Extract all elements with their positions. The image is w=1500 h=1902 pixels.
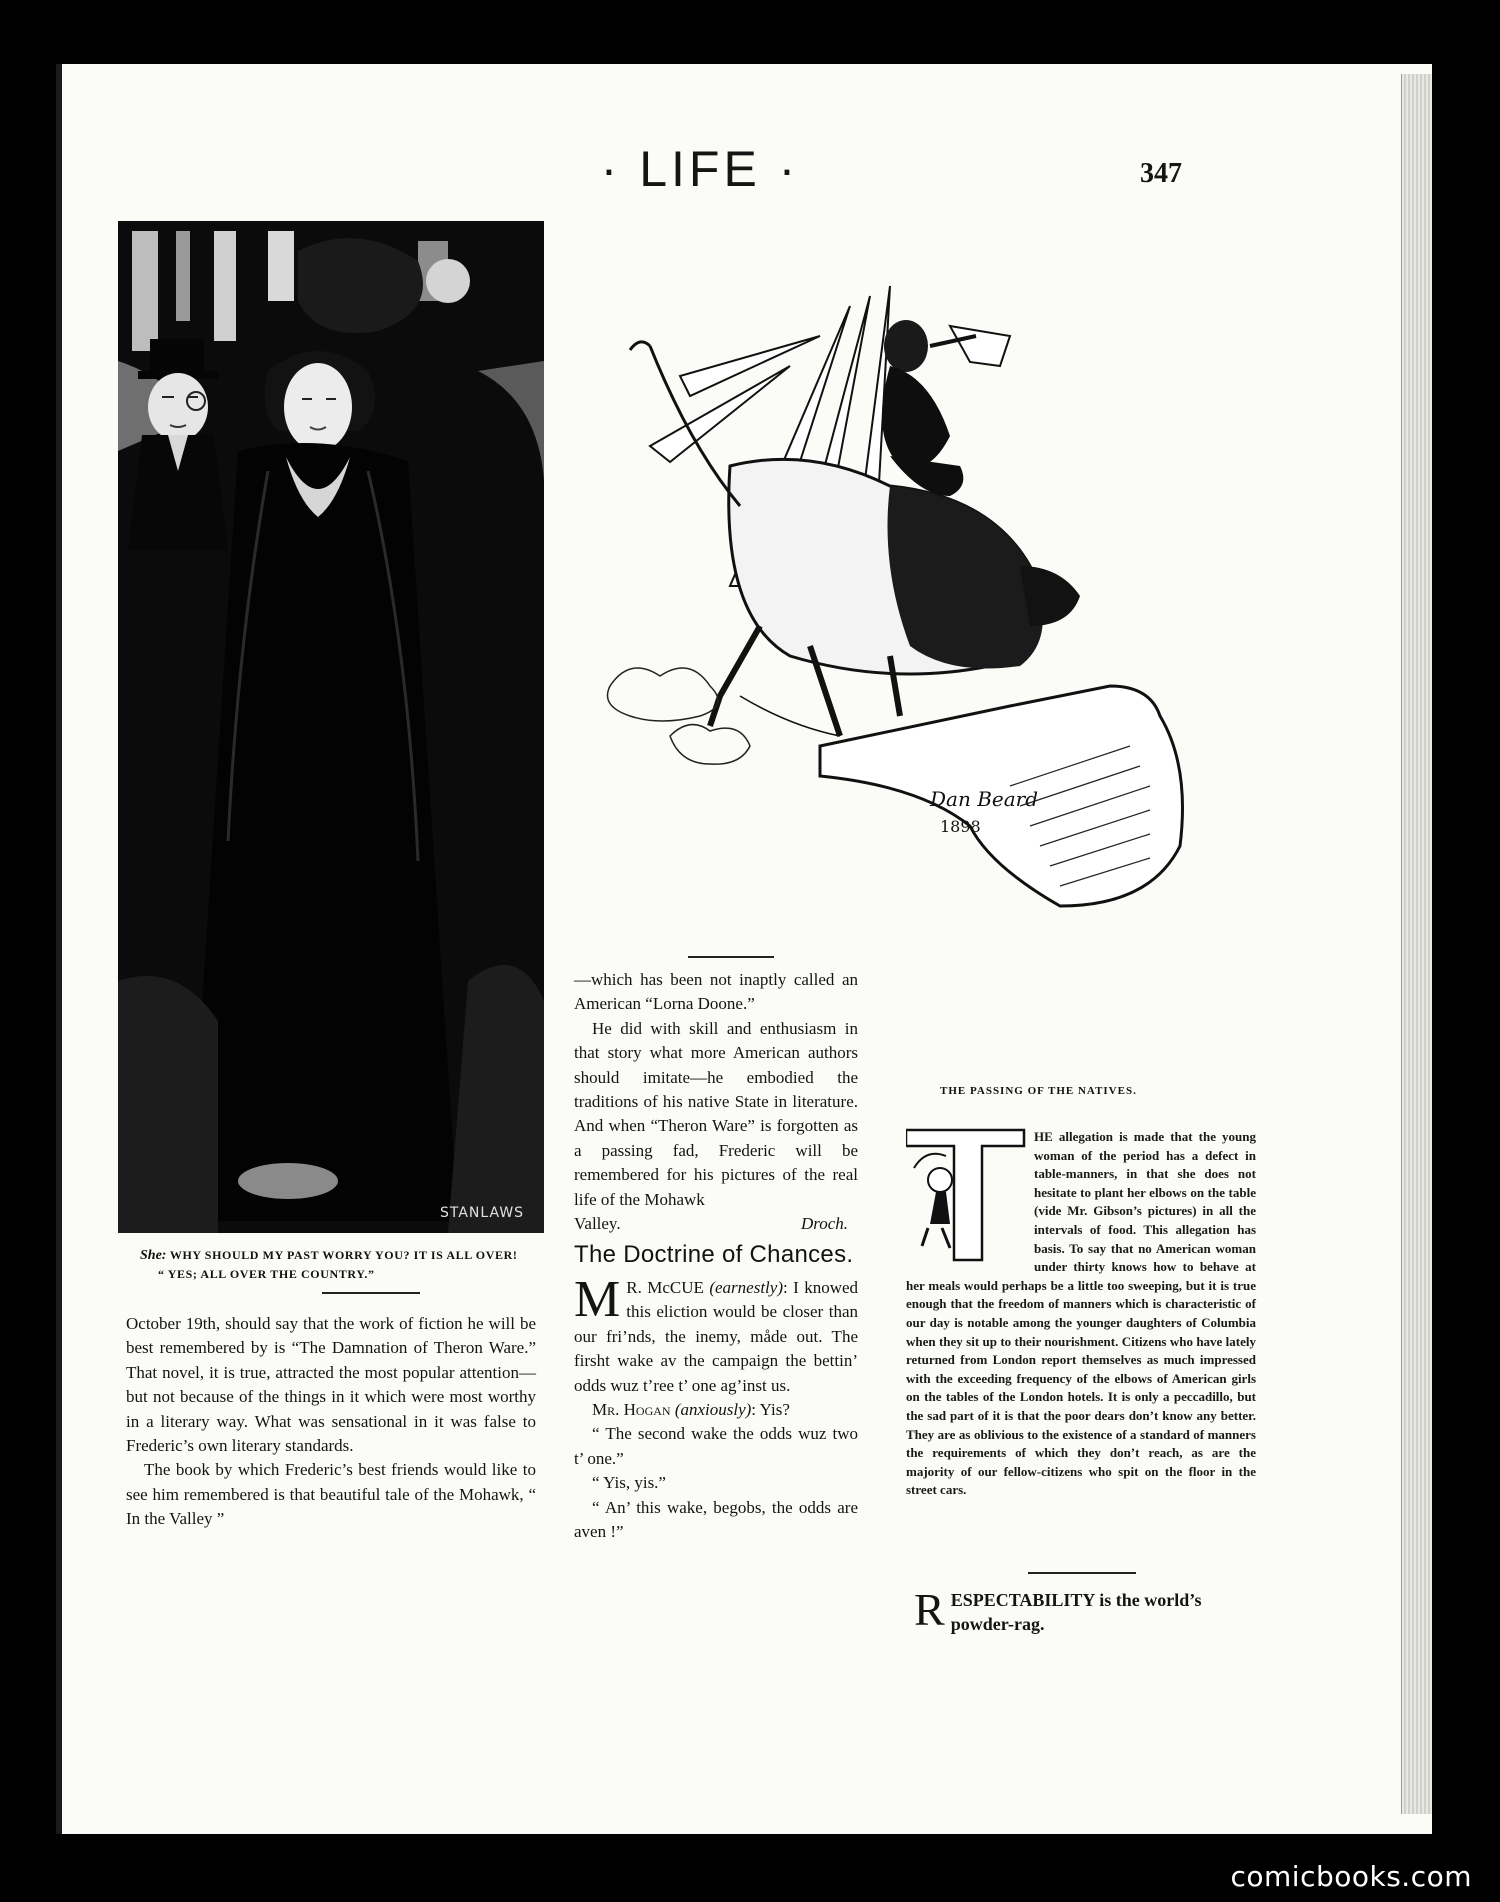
doctrine-paragraph-2: [574, 1398, 858, 1422]
doctrine-paragraph-1: [574, 1271, 859, 1398]
page-number: 347: [1140, 158, 1182, 189]
caption-speaker: She:: [140, 1248, 167, 1263]
left-illustration-caption: [140, 1246, 530, 1283]
doctrine-paragraph-5: “ An’ this wake, begobs, the odds are aven !”: [574, 1497, 858, 1542]
page-edges: [1401, 74, 1432, 1814]
doctrine-title: The Doctrine of Chances.: [574, 1241, 854, 1268]
doctrine-direction-1: (earnestly): [709, 1278, 783, 1297]
article-column-left: [126, 1312, 536, 1532]
right-illustration-caption: THE PASSING OF THE NATIVES.: [940, 1085, 1137, 1097]
illustrator-signature-right: Dan Beard: [930, 787, 1039, 811]
doctrine-speaker-1: R. McCUE: [626, 1278, 704, 1297]
illustration-date: 1898: [940, 817, 981, 836]
respectability-epigram: [914, 1584, 1262, 1636]
decorative-initial-t: [906, 1128, 1026, 1262]
allegation-column: [906, 1128, 1256, 1500]
respectability-dropcap: R: [914, 1584, 945, 1635]
article-paragraph: October 19th, should say that the work of fiction he will be best remembered by is “The Damnation of Theron Ware.” That novel, it is true, attracted the most popular attention—but not because of the things in it which were most worthy in a literary way. What was sensational in it was false to Frederic’s own literary standards.: [126, 1314, 536, 1456]
scan-border-top: [0, 0, 1500, 64]
doctrine-dropcap: M: [574, 1271, 621, 1328]
divider-right: [1028, 1572, 1136, 1574]
article-last-line: Valley.: [574, 1214, 621, 1234]
divider-left: [322, 1292, 420, 1294]
caption-line-2: “ YES; ALL OVER THE COUNTRY.”: [158, 1267, 375, 1281]
masthead-title: · LIFE ·: [600, 141, 800, 197]
author-signature: Droch.: [800, 1214, 848, 1234]
doctrine-column: [574, 1271, 859, 1544]
native-bison-illustration: [590, 266, 1310, 1066]
doctrine-direction-2: (anxiously): [674, 1400, 752, 1420]
illustrator-signature-left: STANLAWS: [440, 1205, 525, 1221]
scan-border-right: [1432, 64, 1500, 1834]
doctrine-paragraph-4: “ Yis, yis.”: [592, 1473, 666, 1493]
doctrine-text-1: : I knowed this eliction would be closer than our fri’nds, the inemy, måde out. The firsht wake av the campaign the bettin’ odds wuz t’ree t’ one ag’inst us.: [574, 1278, 859, 1395]
doctrine-paragraph-3: “ The second wake the odds wuz two t’ one.”: [574, 1424, 858, 1468]
caption-line-1: WHY SHOULD MY PAST WORRY YOU? IT IS ALL OVER!: [169, 1248, 518, 1262]
page-spine: [56, 64, 62, 1834]
allegation-text: HE allegation is made that the young woman of the period has a defect in table-manners, in that she does not hesitate to plant her elbows on the table (vide Mr. Gibson’s pictures) in all the intervals of food. This allegation has basis. To say that no American woman under thirty knows how to behave at her meals would perhaps be a little too sweeping, but it is true enough that the freedom of manners which is characteristic of our day is notable among the younger daughters of Columbia when they sit up to their nourishment. Citizens who have lately returned from London report themselves as much impressed with the exceeding frequency of the elbows of American girls on the tables of the London hotels. It is only a peccadillo, but the sad part of it is that the poor dears don’t know any better. They are as oblivious to the existence of a standard of manners the requirements of which they don’t reach, as are the majority of our fellow-citizens who spit on the floor in the street cars.: [906, 1129, 1256, 1498]
couple-illustration: [118, 221, 544, 1233]
article-paragraph: —which has been not inaptly called an American “Lorna Doone.”: [574, 970, 858, 1014]
doctrine-speaker-2: Mr. Hogan: [592, 1400, 671, 1420]
doctrine-text-2: : Yis?: [751, 1400, 790, 1420]
article-paragraph: He did with skill and enthusiasm in that story what more American authors should imitate—he embodied the traditions of his native State in literature. And when “Theron Ware” is forgotten as a passing fad, Frederic will be remembered for his pictures of the real life of the Mohawk: [574, 1018, 858, 1209]
respectability-text: ESPECTABILITY is the world’s powder-rag.: [950, 1590, 1202, 1634]
article-signature-line: [574, 1212, 858, 1236]
article-paragraph: The book by which Frederic’s best friends would like to see him remembered is that beautiful tale of the Mohawk, “ In the Valley ”: [126, 1460, 536, 1529]
source-watermark: comicbooks.com: [1230, 1860, 1472, 1893]
